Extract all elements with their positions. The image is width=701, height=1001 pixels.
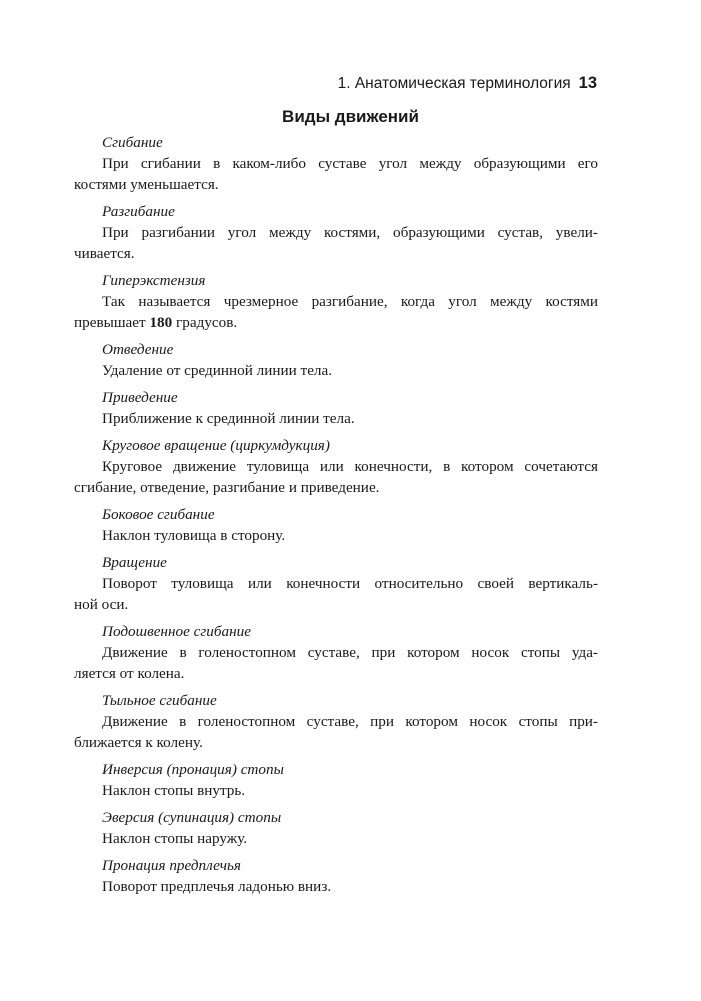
entry-abduction (102, 339, 598, 381)
definition (102, 828, 598, 849)
term: Инверсия (пронация) стопы (102, 761, 284, 778)
running-head (338, 73, 597, 94)
entry-lateral-flexion (102, 504, 598, 546)
term: Подошвенное сгибание (102, 623, 251, 640)
entry-extension (74, 201, 598, 264)
definition (74, 711, 598, 753)
definition (102, 525, 598, 546)
definition-line: сгибание, отведение, разгибание и приведение. (74, 479, 380, 496)
definition-line: Приближение к срединной линии тела. (102, 410, 355, 427)
definition-line: чивается. (74, 245, 135, 262)
definition (74, 456, 598, 498)
definition (74, 573, 598, 615)
entry-foot-eversion (102, 807, 598, 849)
definition (74, 642, 598, 684)
definition-line: ляется от колена. (74, 665, 185, 682)
definition (74, 153, 598, 195)
degree-value: 180 (149, 314, 173, 331)
definition-line: ной оси. (74, 596, 129, 613)
entry-adduction (102, 387, 598, 429)
entry-hyperextension (74, 270, 598, 333)
term: Круговое вращение (циркумдукция) (102, 437, 330, 454)
movement-list (74, 132, 598, 903)
term: Вращение (102, 554, 167, 571)
term: Приведение (102, 389, 178, 406)
entry-foot-inversion (102, 759, 598, 801)
definition-text: превышает (74, 314, 150, 331)
entry-circumduction (74, 435, 598, 498)
term: Гиперэкстензия (102, 272, 206, 289)
definition (102, 780, 598, 801)
definition-text: градусов. (172, 314, 238, 331)
definition-line: При разгибании угол между костями, образующими сустав, увели- (102, 224, 598, 241)
definition-line: Поворот туловища или конечности относительно своей вертикаль- (102, 575, 598, 592)
definition-line (74, 312, 598, 333)
entry-rotation (74, 552, 598, 615)
definition-line: При сгибании в каком-либо суставе угол между образующими его (102, 155, 598, 172)
entry-plantar-flexion (74, 621, 598, 684)
chapter-title: 1. Анатомическая терминология (337, 75, 571, 92)
definition (102, 360, 598, 381)
term: Эверсия (супинация) стопы (102, 809, 282, 826)
definition-line: Движение в голеностопном суставе, при котором носок стопы при- (102, 713, 598, 730)
definition-line: Удаление от срединной линии тела. (102, 362, 333, 379)
term: Боковое сгибание (102, 506, 215, 523)
term: Тыльное сгибание (102, 692, 217, 709)
page-number: 13 (578, 74, 597, 92)
definition-line: Так называется чрезмерное разгибание, когда угол между костями (102, 293, 598, 310)
definition-line: Движение в голеностопном суставе, при котором носок стопы уда- (102, 644, 598, 661)
definition-line: Наклон стопы внутрь. (102, 782, 246, 799)
term: Сгибание (102, 134, 163, 151)
definition (74, 222, 598, 264)
section-title: Виды движений (282, 107, 419, 126)
definition-line: Наклон стопы наружу. (102, 830, 248, 847)
term: Отведение (102, 341, 174, 358)
entry-forearm-pronation (102, 855, 598, 897)
entry-dorsal-flexion (74, 690, 598, 753)
definition-line: Поворот предплечья ладонью вниз. (102, 878, 332, 895)
definition (102, 876, 598, 897)
definition-line: Круговое движение туловища или конечности, в котором сочетаются (102, 458, 598, 475)
definition (74, 291, 598, 333)
entry-flexion (74, 132, 598, 195)
definition-line: Наклон туловища в сторону. (102, 527, 286, 544)
definition-line: костями уменьшается. (74, 176, 219, 193)
definition-line: ближается к колену. (74, 734, 203, 751)
definition (102, 408, 598, 429)
term: Пронация предплечья (102, 857, 241, 874)
term: Разгибание (102, 203, 175, 220)
